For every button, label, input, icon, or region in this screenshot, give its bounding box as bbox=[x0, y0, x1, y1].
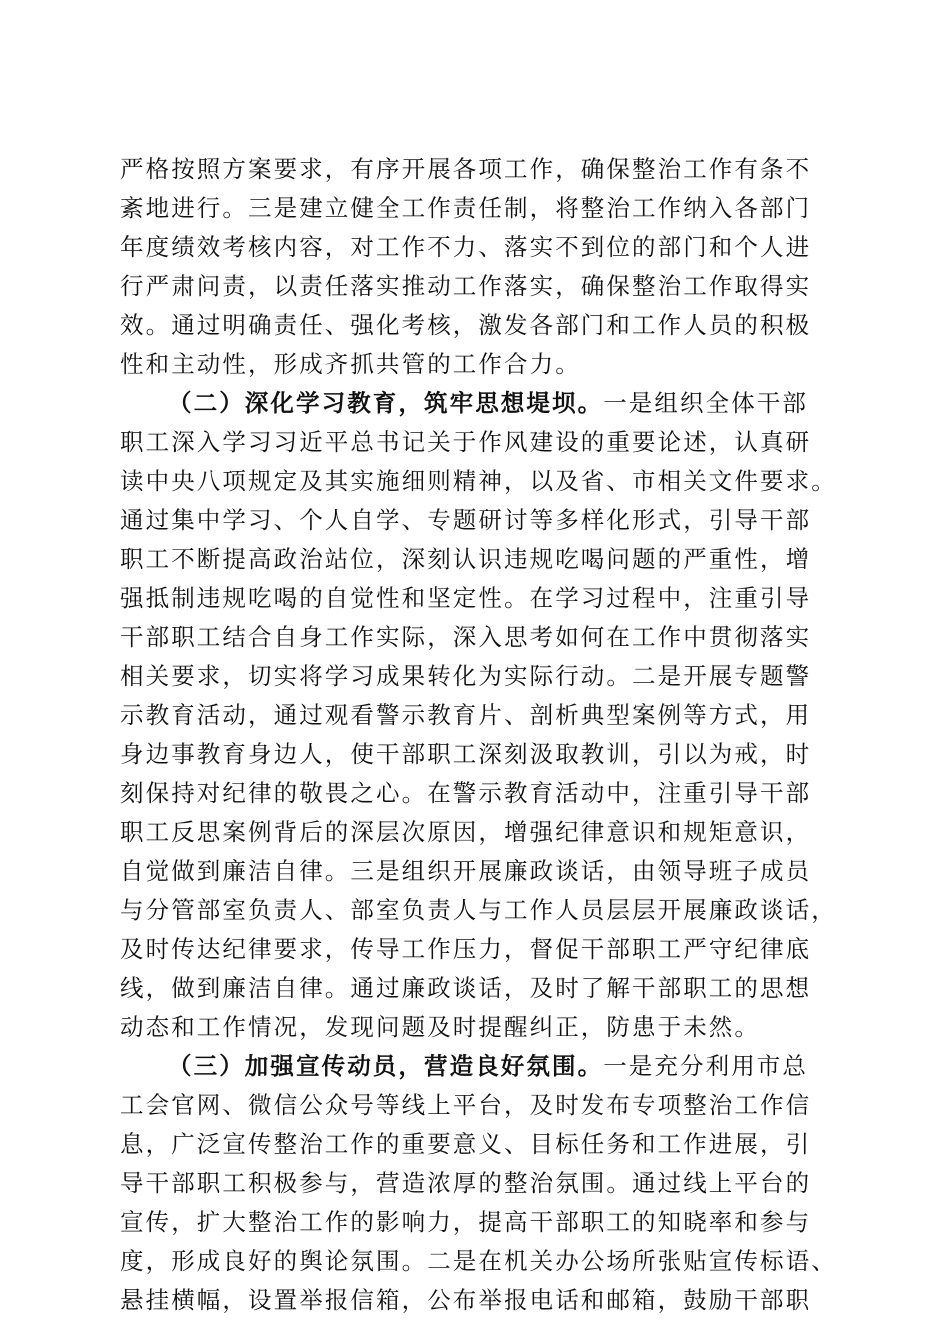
text-line: 职工深入学习习近平总书记关于作风建设的重要论述，认真研 bbox=[120, 428, 812, 456]
text-line: 干部职工结合自身工作实际，深入思考如何在工作中贯彻落实 bbox=[120, 623, 812, 651]
text-line: 年度绩效考核内容，对工作不力、落实不到位的部门和个人进 bbox=[120, 233, 812, 261]
text-line: 通过集中学习、个人自学、专题研讨等多样化形式，引导干部 bbox=[120, 506, 812, 534]
text-line: 悬挂横幅，设置举报信箱，公布举报电话和邮箱，鼓励干部职 bbox=[120, 1286, 812, 1314]
text-line: 及时传达纪律要求，传导工作压力，督促干部职工严守纪律底 bbox=[120, 935, 812, 963]
text-line: 刻保持对纪律的敬畏之心。在警示教育活动中，注重引导干部 bbox=[120, 779, 812, 807]
section-first-line bbox=[120, 1047, 836, 1086]
text-line: 紊地进行。三是建立健全工作责任制，将整治工作纳入各部门 bbox=[120, 194, 812, 222]
text-line: 身边事教育身边人，使干部职工深刻汲取教训，引以为戒，时 bbox=[120, 740, 812, 768]
text-line: 职工不断提高政治站位，深刻认识违规吃喝问题的严重性，增 bbox=[120, 545, 812, 573]
paragraph-1 bbox=[120, 150, 836, 384]
text-line: 导干部职工积极参与，营造浓厚的整治氛围。通过线上平台的 bbox=[120, 1169, 812, 1197]
text-line: 自觉做到廉洁自律。三是组织开展廉政谈话，由领导班子成员 bbox=[120, 857, 812, 885]
text-line: 线，做到廉洁自律。通过廉政谈话，及时了解干部职工的思想 bbox=[120, 974, 812, 1002]
section-heading: （三）加强宣传动员，营造良好氛围。 bbox=[168, 1052, 604, 1080]
text-line: 息，广泛宣传整治工作的重要意义、目标任务和工作进展，引 bbox=[120, 1130, 812, 1158]
text-line: 相关要求，切实将学习成果转化为实际行动。二是开展专题警 bbox=[120, 662, 812, 690]
paragraph-3 bbox=[120, 1047, 836, 1320]
text-line: 动态和工作情况，发现问题及时提醒纠正，防患于未然。 bbox=[120, 1013, 760, 1041]
text-line: 行严肃问责，以责任落实推动工作落实，确保整治工作取得实 bbox=[120, 272, 812, 300]
text-line: 与分管部室负责人、部室负责人与工作人员层层开展廉政谈话， bbox=[120, 896, 837, 924]
text-line: 职工反思案例背后的深层次原因，增强纪律意识和规矩意识， bbox=[120, 818, 812, 846]
text-run: 一是组织全体干部 bbox=[603, 389, 809, 417]
text-line: 效。通过明确责任、强化考核，激发各部门和工作人员的积极 bbox=[120, 311, 812, 339]
text-line: 严格按照方案要求，有序开展各项工作，确保整治工作有条不 bbox=[120, 155, 812, 183]
section-first-line bbox=[120, 384, 836, 423]
text-run: 一是充分利用市总 bbox=[603, 1052, 809, 1080]
text-line: 示教育活动，通过观看警示教育片、剖析典型案例等方式，用 bbox=[120, 701, 812, 729]
text-line: 工会官网、微信公众号等线上平台，及时发布专项整治工作信 bbox=[120, 1091, 812, 1119]
text-line: 性和主动性，形成齐抓共管的工作合力。 bbox=[120, 350, 581, 378]
section-heading: （二）深化学习教育，筑牢思想堤坝。 bbox=[168, 389, 604, 417]
text-line: 读中央八项规定及其实施细则精神，以及省、市相关文件要求。 bbox=[120, 467, 837, 495]
text-line: 度，形成良好的舆论氛围。二是在机关办公场所张贴宣传标语、 bbox=[120, 1247, 837, 1275]
text-line: 宣传，扩大整治工作的影响力，提高干部职工的知晓率和参与 bbox=[120, 1208, 812, 1236]
paragraph-2 bbox=[120, 384, 836, 1047]
text-line: 强抵制违规吃喝的自觉性和坚定性。在学习过程中，注重引导 bbox=[120, 584, 812, 612]
document-body bbox=[120, 150, 836, 1320]
